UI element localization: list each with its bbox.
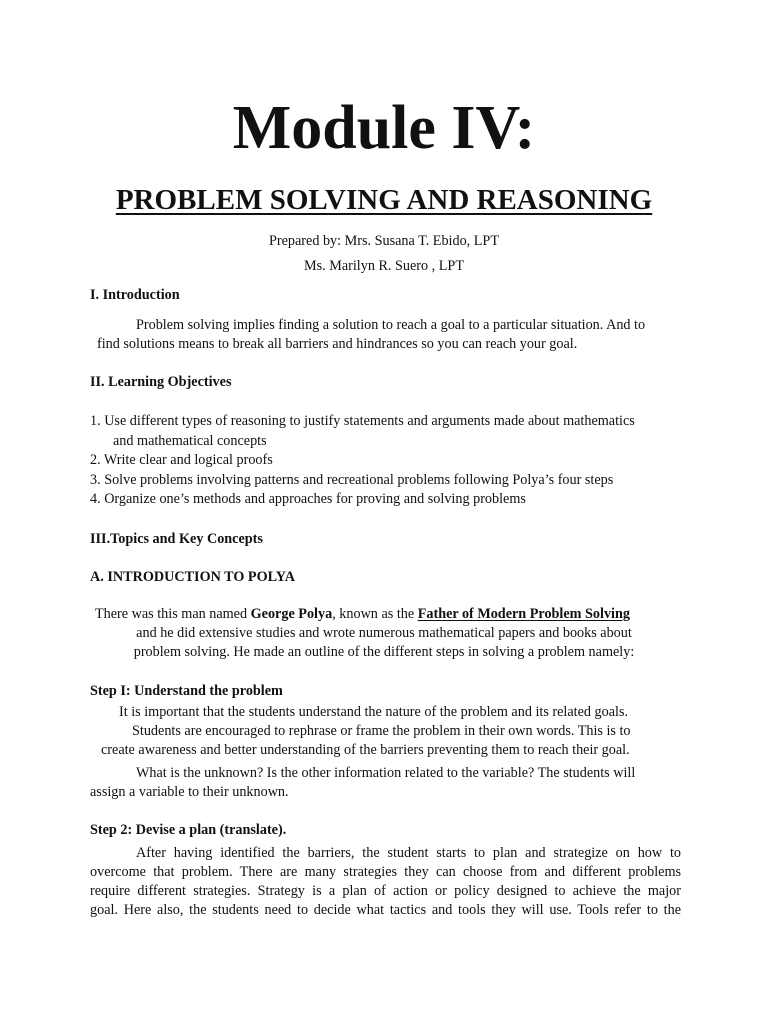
objective-4: 4. Organize one’s methods and approaches for proving and solving problems bbox=[90, 491, 526, 507]
step2-line-2: overcome that problem. There are many strategies they can choose from and different problems bbox=[90, 864, 681, 880]
step2-line-4: goal. Here also, the students need to decide what tactics and tools they will use. Tools refer to the bbox=[90, 902, 681, 918]
intro-line-2: find solutions means to break all barriers and hindrances so you can reach your goal. bbox=[97, 336, 578, 352]
step1-line-3: create awareness and better understanding of the barriers preventing them to reach their goal. bbox=[101, 742, 630, 758]
step1-heading: Step I: Understand the problem bbox=[90, 683, 283, 699]
step1-line-1: It is important that the students understand the nature of the problem and its related goals. bbox=[119, 704, 629, 720]
module-subtitle: PROBLEM SOLVING AND REASONING bbox=[115, 184, 653, 216]
step1-line-4: What is the unknown? Is the other information related to the variable? The students will bbox=[136, 765, 636, 781]
objective-1: 1. Use different types of reasoning to justify statements and arguments made about mathematics bbox=[90, 413, 635, 429]
polya-paragraph-line-1 bbox=[95, 605, 630, 625]
objectives-heading: II. Learning Objectives bbox=[90, 374, 232, 390]
step2-heading: Step 2: Devise a plan (translate). bbox=[90, 822, 287, 838]
polya-title-b: Solving bbox=[585, 606, 630, 622]
polya-title-a: Father of Modern Problem bbox=[417, 606, 586, 622]
intro-line-1: Problem solving implies finding a solution to reach a goal to a particular situation. And to bbox=[136, 317, 646, 333]
step1-line-2: Students are encouraged to rephrase or frame the problem in their own words. This is to bbox=[132, 723, 631, 739]
polya-paragraph-line-3: problem solving. He made an outline of the different steps in solving a problem namely: bbox=[133, 644, 635, 660]
step2-line-1: After having identified the barriers, the student starts to plan and strategize on how to bbox=[136, 845, 681, 861]
polya-name: George Polya bbox=[250, 606, 333, 622]
objective-1-cont: and mathematical concepts bbox=[113, 433, 267, 449]
topics-heading: III.Topics and Key Concepts bbox=[90, 531, 263, 547]
prepared-by: Prepared by: Mrs. Susana T. Ebido, LPT bbox=[269, 233, 499, 249]
polya-text-mid: , known as the bbox=[332, 606, 418, 622]
polya-paragraph-line-2: and he did extensive studies and wrote numerous mathematical papers and books about bbox=[136, 625, 632, 641]
co-author: Ms. Marilyn R. Suero , LPT bbox=[303, 258, 464, 274]
intro-heading: I. Introduction bbox=[90, 287, 180, 303]
objective-2: 2. Write clear and logical proofs bbox=[90, 452, 273, 468]
step2-line-3: require different strategies. Strategy is a plan of action or policy designed to achieve the major bbox=[90, 883, 681, 899]
polya-heading: A. INTRODUCTION TO POLYA bbox=[90, 569, 295, 585]
module-title: Module IV: bbox=[232, 94, 536, 162]
polya-text-pre: There was this man named bbox=[95, 606, 251, 622]
objective-3: 3. Solve problems involving patterns and recreational problems following Polya’s four steps bbox=[90, 472, 614, 488]
step1-line-5: assign a variable to their unknown. bbox=[90, 784, 289, 800]
